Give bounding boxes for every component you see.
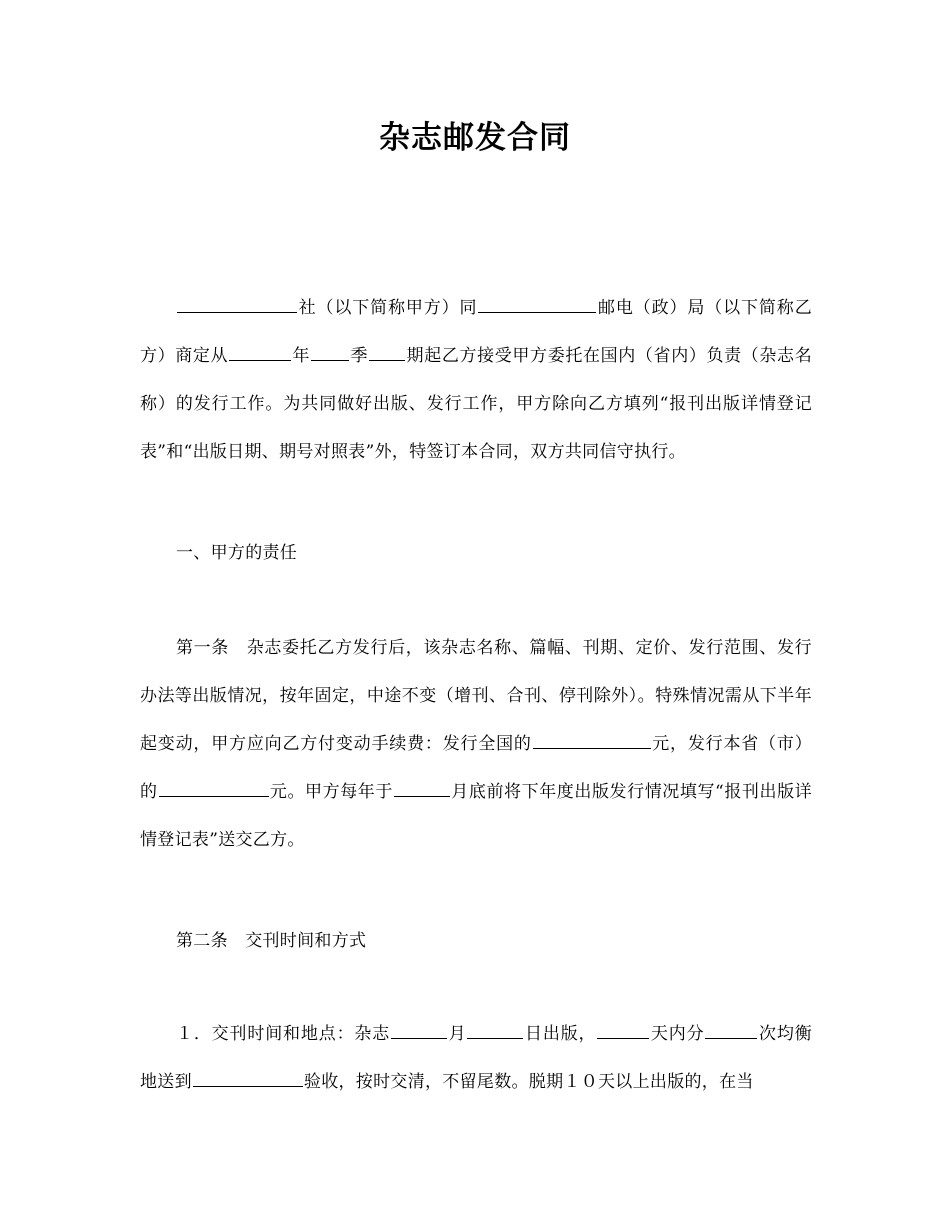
article-1-text-4: 月底前将下年度出版发行情况填写“报刊出版详情登记表”送交乙方。 bbox=[140, 782, 812, 850]
blank-field[interactable] bbox=[478, 296, 596, 313]
item-1-text-1: １．交刊时间和地点：杂志 bbox=[176, 1024, 391, 1044]
blank-field[interactable] bbox=[159, 780, 269, 797]
blank-field[interactable] bbox=[193, 1070, 303, 1087]
item-1-text-4: 天内分 bbox=[650, 1024, 705, 1044]
preamble-text-4: 季 bbox=[350, 346, 369, 366]
item-1-text-2: 月 bbox=[448, 1024, 467, 1044]
blank-field[interactable] bbox=[533, 732, 651, 749]
section-heading: 一、甲方的责任 bbox=[176, 543, 298, 563]
item-1-paragraph bbox=[140, 1010, 812, 1106]
preamble-text-3: 年 bbox=[292, 346, 311, 366]
article-2-heading: 第二条 交刊时间和方式 bbox=[176, 931, 367, 951]
preamble-text-5: 期起乙方接受甲方委托在国内（省内）负责（杂志名称）的发行工作。为共同做好出版、发行工作，甲方除向乙方填列“报刊出版详情登记表”和“出版日期、期号对照表”外，特签订本合同，双方共同信守执行。 bbox=[140, 346, 813, 462]
article-1-paragraph bbox=[140, 624, 812, 864]
blank-field[interactable] bbox=[467, 1022, 523, 1039]
blank-field[interactable] bbox=[177, 296, 297, 313]
blank-field[interactable] bbox=[391, 1022, 447, 1039]
article-1-label: 第一条 bbox=[176, 638, 230, 658]
item-1-text-3: 日出版， bbox=[524, 1024, 597, 1044]
blank-field[interactable] bbox=[705, 1022, 757, 1039]
blank-field[interactable] bbox=[311, 344, 349, 361]
item-1-text-6: 验收，按时交清，不留尾数。脱期１０天以上出版的，在当 bbox=[303, 1072, 754, 1092]
document-title: 杂志邮发合同 bbox=[379, 120, 571, 156]
blank-field[interactable] bbox=[597, 1022, 649, 1039]
article-1-text-3: 元。甲方每年于 bbox=[269, 782, 393, 802]
item-1-text-5: 次均衡地送到 bbox=[140, 1024, 812, 1092]
preamble-text-2: 邮电（政）局（以下简称乙方）商定从 bbox=[140, 298, 812, 366]
article-1-text-1: 杂志委托乙方发行后，该杂志名称、篇幅、刊期、定价、发行范围、发行办法等出版情况，按年固定，中途不变（增刊、合刊、停刊除外）。特殊情况需从下半年起变动，甲方应向乙方付变动手续费：发行全国的 bbox=[140, 638, 812, 754]
preamble-text-1: 社（以下简称甲方）同 bbox=[298, 298, 478, 318]
blank-field[interactable] bbox=[229, 344, 291, 361]
blank-field[interactable] bbox=[369, 344, 405, 361]
article-1-text-2: 元，发行本省（市）的 bbox=[140, 734, 812, 802]
blank-field[interactable] bbox=[394, 780, 450, 797]
preamble-paragraph bbox=[140, 284, 812, 476]
